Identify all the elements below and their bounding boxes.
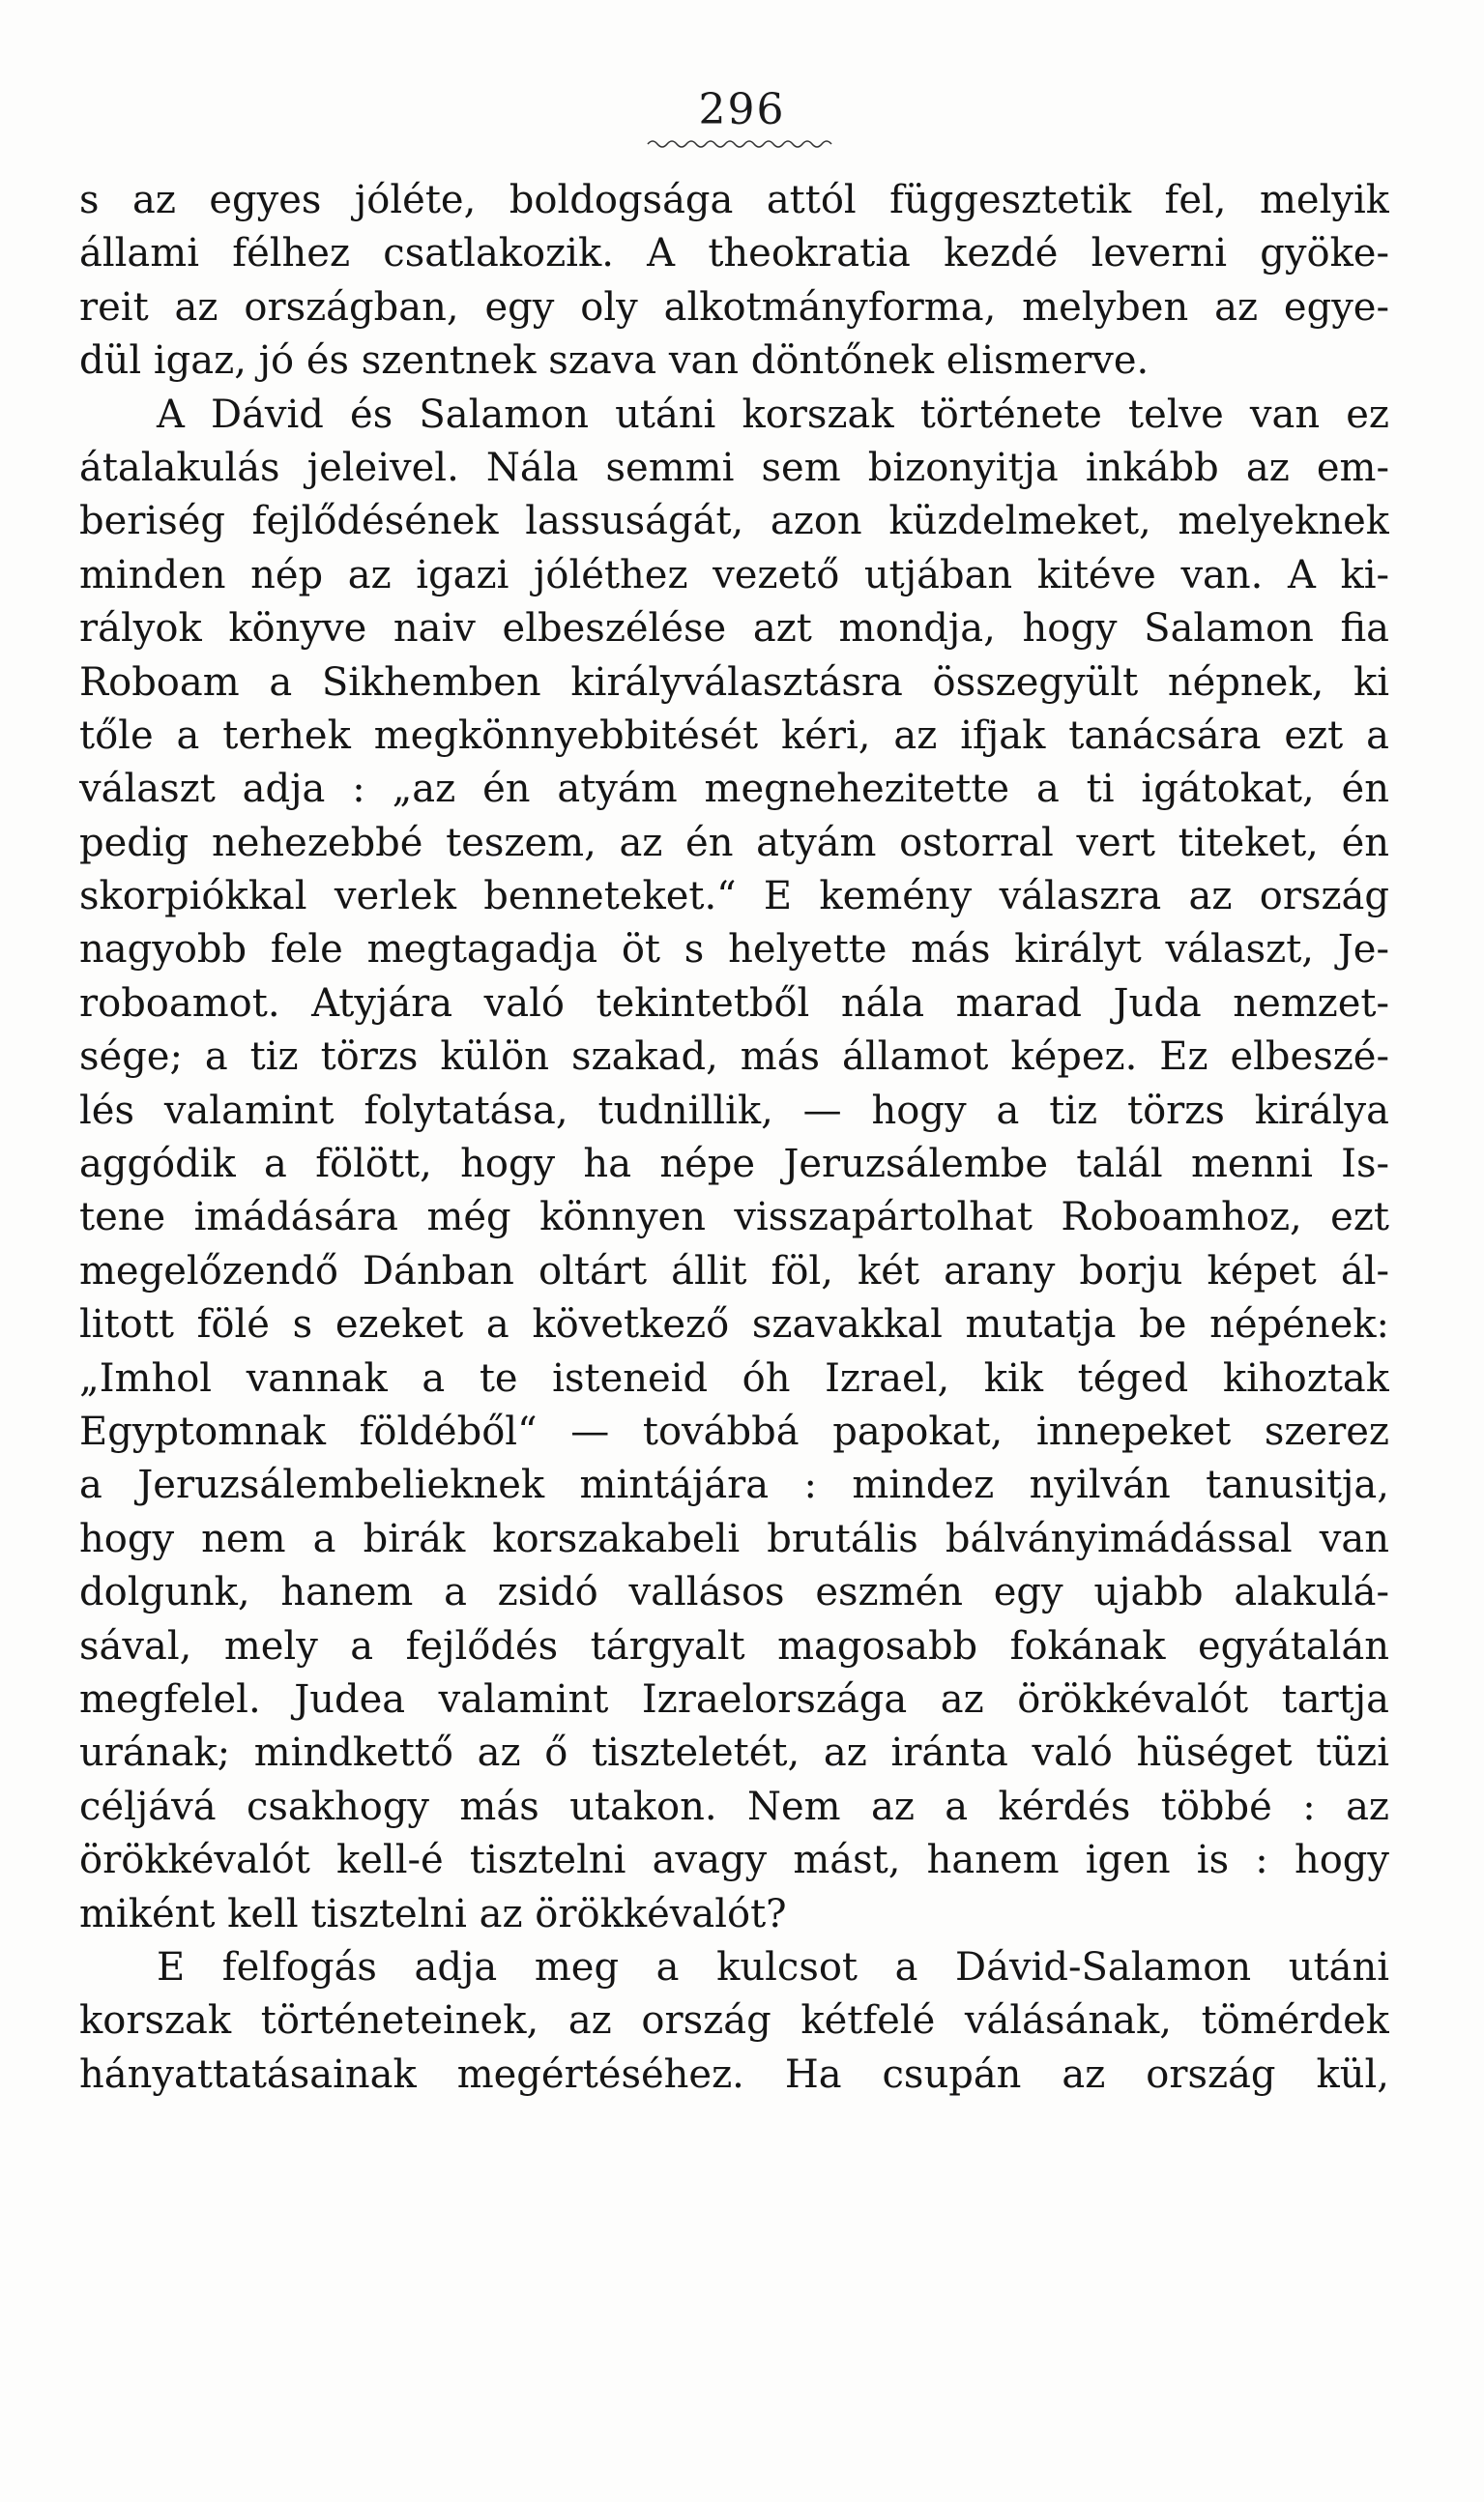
text-line: minden nép az igazi jóléthez vezető utjában kitéve van. A ki- xyxy=(79,552,1389,597)
text-line: megfelel. Judea valamint Izraelországa az örökkévalót tartja xyxy=(79,1676,1389,1722)
text-line: miként kell tisztelni az örökkévalót? xyxy=(79,1891,787,1936)
text-line: sége; a tiz törzs külön szakad, más államot képez. Ez elbeszé- xyxy=(79,1034,1389,1080)
text-line: nagyobb fele megtagadja öt s helyette más királyt választ, Je- xyxy=(79,927,1389,973)
text-line: céljává csakhogy más utakon. Nem az a kérdés többé : az xyxy=(79,1784,1389,1829)
text-line: tene imádására még könnyen visszapártolhat Roboamhoz, ezt xyxy=(79,1195,1389,1240)
text-line: „Imhol vannak a te isteneid óh Izrael, kik téged kihoztak xyxy=(79,1355,1389,1401)
text-line: korszak történeteinek, az ország kétfelé válásának, tömérdek xyxy=(79,1998,1389,2044)
text-line: litott fölé s ezeket a következő szavakkal mutatja be népének: xyxy=(79,1302,1389,1348)
text-line: a Jeruzsálembelieknek mintájára : mindez nyilván tanusitja, xyxy=(79,1463,1389,1508)
wavy-underline-ornament xyxy=(646,137,839,151)
text-line: megelőzendő Dánban oltárt állit föl, két arany borju képet ál- xyxy=(79,1248,1389,1294)
text-line: hányattatásainak megértéséhez. Ha csupán az ország kül, xyxy=(79,2051,1389,2097)
text-line: beriség fejlődésének lassuságát, azon küzdelmeket, melyeknek xyxy=(79,499,1389,544)
text-line: választ adja : „az én atyám megnehezitette a ti igátokat, én xyxy=(79,767,1389,812)
text-line: Roboam a Sikhemben királyválasztásra összegyült népnek, ki xyxy=(79,659,1389,705)
text-line: sával, mely a fejlődés tárgyalt magosabb fokának egyátalán xyxy=(79,1623,1389,1669)
text-line: állami félhez csatlakozik. A theokratia kezdé leverni gyöke- xyxy=(79,231,1389,276)
text-line: pedig nehezebbé teszem, az én atyám ostorral vert titeket, én xyxy=(79,820,1389,865)
text-line: lés valamint folytatása, tudnillik, — hogy a tiz törzs királya xyxy=(79,1088,1389,1133)
text-line: örökkévalót kell-é tisztelni avagy mást, hanem igen is : hogy xyxy=(79,1838,1389,1883)
text-line: reit az országban, egy oly alkotmányforma, melyben az egye- xyxy=(79,284,1389,330)
text-line: dolgunk, hanem a zsidó vallásos eszmén egy ujabb alakulá- xyxy=(79,1570,1389,1615)
text-line: roboamot. Atyjára való tekintetből nála marad Juda nemzet- xyxy=(79,980,1389,1026)
text-line: átalakulás jeleivel. Nála semmi sem bizonyitja inkább az em- xyxy=(79,445,1389,490)
text-line: tőle a terhek megkönnyebbitését kéri, az ifjak tanácsára ezt a xyxy=(79,713,1389,758)
body-text xyxy=(79,174,1389,2102)
text-line: urának; mindkettő az ő tiszteletét, az iránta való hüséget tüzi xyxy=(79,1731,1389,1776)
text-line: skorpiókkal verlek benneteket.“ E kemény válaszra az ország xyxy=(79,874,1389,919)
text-line: Egyptomnak földéből“ — továbbá papokat, innepeket szerez xyxy=(79,1409,1389,1454)
text-line: dül igaz, jó és szentnek szava van döntőnek elismerve. xyxy=(79,338,1149,384)
text-line: rályok könyve naiv elbeszélése azt mondja, hogy Salamon fia xyxy=(79,606,1389,652)
text-line: hogy nem a birák korszakabeli brutális bálványimádással van xyxy=(79,1516,1389,1561)
text-line: s az egyes jóléte, boldogsága attól függesztetik fel, melyik xyxy=(79,178,1389,222)
text-line: A Dávid és Salamon utáni korszak története telve van ez xyxy=(157,392,1389,437)
text-line: aggódik a fölött, hogy ha népe Jeruzsálembe talál menni Is- xyxy=(79,1142,1389,1187)
page-number: 296 xyxy=(698,85,786,134)
text-line: E felfogás adja meg a kulcsot a Dávid-Salamon utáni xyxy=(157,1944,1389,1990)
